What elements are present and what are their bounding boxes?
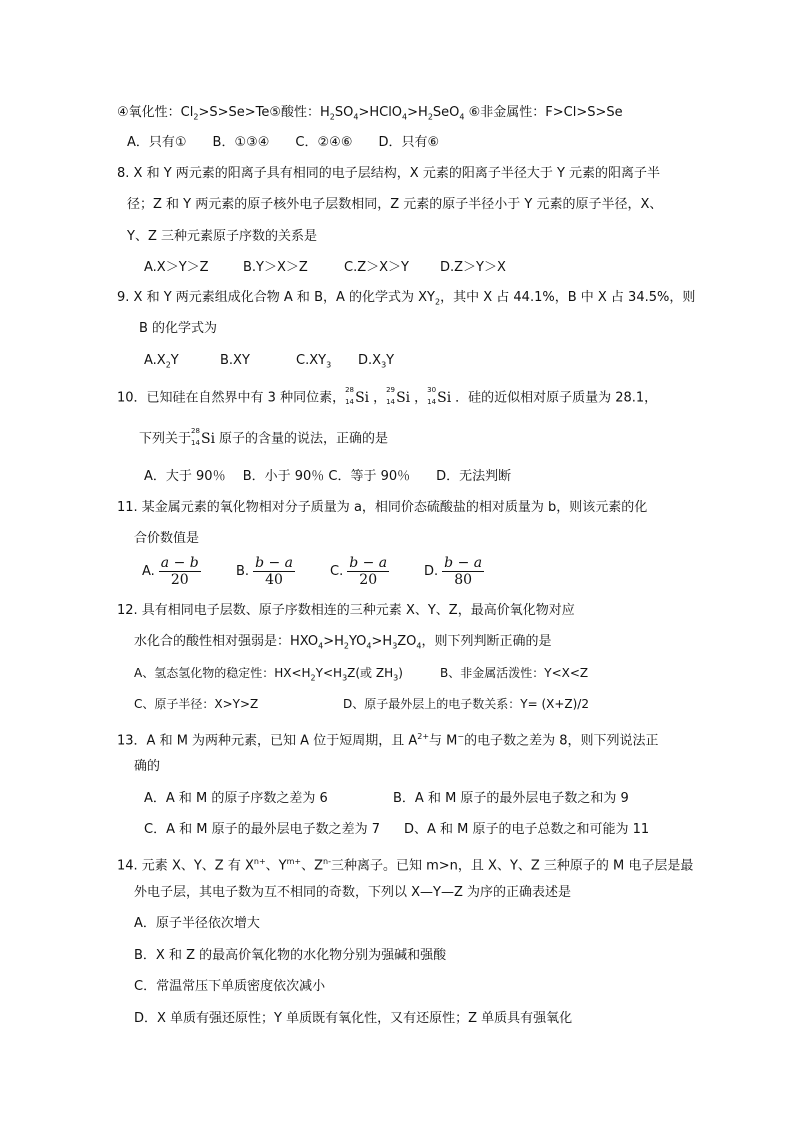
q13-option-a: A．A 和 M 的原子序数之差为 6 (144, 791, 328, 806)
q7-line1 (117, 104, 623, 127)
text: Y (170, 353, 179, 368)
isotope-si30 (427, 386, 455, 407)
text: 原子的含量的说法，正确的是 (219, 431, 389, 447)
text: D.X (358, 353, 382, 368)
q9-option-b: B.XY (220, 353, 250, 368)
sub: 3 (326, 360, 332, 370)
q8-line3: Y、Z 三种元素原子序数的关系是 (127, 229, 317, 244)
text: Y (386, 353, 395, 368)
isotope-si29 (386, 386, 414, 407)
mass-number: 29 (386, 386, 396, 394)
q8-line2: 径；Z 和 Y 两元素的原子核外电子层数相同，Z 元素的原子半径小于 Y 元素的原子半径，X、 (127, 197, 663, 212)
q9-option-a (144, 352, 179, 375)
sub: 4 (416, 641, 422, 651)
text: A.X (144, 353, 166, 368)
sub: 4 (402, 112, 408, 122)
denominator: 40 (265, 572, 283, 588)
sup: n+ (253, 857, 266, 866)
q8-line1: 8. X 和 Y 两元素的阳离子具有相同的电子层结构，X 元素的阳离子半径大于 Y 元素的阳离子半 (117, 166, 661, 181)
atomic-number: 14 (427, 398, 437, 406)
text: >H (323, 634, 344, 649)
text: 9. X 和 Y 两元素组成化合物 A 和 B，A 的化学式为 XY (117, 290, 435, 305)
sub: 2 (427, 112, 433, 122)
sub: 3 (392, 641, 398, 651)
sub: 3 (393, 673, 399, 683)
fraction (253, 555, 295, 588)
text: ZO (397, 634, 417, 649)
text: 13．A 和 M 为两种元素，已知 A 位于短周期，且 A (117, 733, 418, 749)
q14-option-a: A．原子半径依次增大 (134, 916, 260, 931)
q9-line1 (117, 289, 695, 312)
text: YO (348, 634, 367, 649)
q11-option-a (142, 555, 205, 589)
q8-option-c: C.Z＞X＞Y (344, 260, 409, 275)
text: SeO (432, 105, 460, 120)
sub: 2 (343, 641, 349, 651)
fraction (347, 555, 389, 588)
numerator: b − a (255, 555, 294, 571)
atomic-number: 14 (191, 439, 200, 447)
text: ，其中 X 占 44.1%，B 中 X 占 34.5%，则 (440, 290, 696, 305)
sub: 2 (193, 112, 199, 122)
q13-line2: 确的 (134, 759, 161, 774)
q11-option-b (236, 555, 299, 589)
atomic-number: 14 (386, 398, 396, 406)
q10-options: A．大于 90％ B．小于 90％ C．等于 90％ D．无法判断 (144, 469, 512, 484)
mass-number: 28 (191, 427, 200, 435)
sup: − (457, 732, 465, 741)
text: ⑥非金属性：F>Cl>S>Se (464, 105, 623, 120)
text: 下列关于 (139, 431, 192, 447)
label: D. (424, 564, 439, 579)
sub: 2 (165, 360, 171, 370)
sub: 2 (310, 673, 316, 683)
label: A. (142, 564, 155, 579)
q8-option-b: B.Y＞X＞Z (243, 260, 308, 275)
q13-option-b: B．A 和 M 原子的最外层电子数之和为 9 (393, 791, 629, 806)
text: >H (371, 634, 393, 649)
q9-option-c (296, 352, 331, 375)
fraction (442, 555, 484, 588)
text: ， (373, 390, 387, 406)
q14-option-d: D．X 单质有强还原性；Y 单质既有氧化性，又有还原性；Z 单质具有强氧化 (134, 1011, 573, 1026)
text: ) (398, 666, 403, 680)
q10-line1 (117, 386, 658, 408)
denominator: 20 (170, 572, 189, 588)
text: >H (407, 105, 428, 120)
sub: 4 (318, 641, 324, 651)
text: Z(或 ZH (347, 666, 394, 680)
q11-line1: 11. 某金属元素的氧化物相对分子质量为 a，相同价态硫酸盐的相对质量为 b，则该元素的化 (117, 500, 648, 515)
text: ，则下列判断正确的是 (421, 634, 552, 649)
q13-option-d: D、A 和 M 原子的电子总数之和可能为 11 (404, 822, 650, 837)
q12-option-a (134, 664, 403, 687)
sub: 4 (459, 112, 465, 122)
mass-number: 28 (345, 386, 354, 394)
label: B. (236, 564, 250, 579)
numerator: a − b (160, 555, 199, 571)
sub: 2 (435, 297, 441, 307)
text: 10．已知硅在自然界中有 3 种同位素， (117, 390, 346, 406)
text: ．硅的近似相对原子质量为 28.1， (455, 390, 658, 406)
q8-option-d: D.Z＞Y＞X (440, 260, 506, 275)
sub: 4 (366, 641, 372, 651)
denominator: 20 (359, 572, 378, 588)
mass-number: 30 (427, 386, 437, 394)
sub: 3 (342, 673, 348, 683)
isotope-si28 (191, 427, 219, 448)
sub: 2 (329, 112, 335, 122)
q11-option-c (330, 555, 393, 589)
text: ④氧化性：Cl (117, 105, 194, 120)
isotope-si28 (345, 386, 373, 407)
text: 三种离子。已知 m>n，且 X、Y、Z 三种原子的 M 电子层是最 (330, 858, 694, 874)
text: A、氢态氢化物的稳定性：HX<H (134, 666, 311, 680)
q12-line1: 12. 具有相同电子层数、原子序数相连的三种元素 X、Y、Z，最高价氧化物对应 (117, 603, 575, 618)
fraction (159, 555, 201, 588)
q11-option-d (424, 555, 488, 589)
sub: 3 (381, 360, 387, 370)
text: >S>Se>Te⑤酸性：H (198, 105, 330, 120)
text: 与 M (429, 733, 458, 749)
q8-option-a: A.X＞Y＞Z (144, 260, 209, 275)
q14-line1 (117, 853, 693, 875)
q12-option-b: B、非金属活泼性：Y<X<Z (440, 666, 589, 680)
text: 、Y (265, 858, 287, 874)
q11-line2: 合价数值是 (134, 531, 200, 546)
q13-option-c: C．A 和 M 原子的最外层电子数之差为 7 (144, 822, 380, 837)
q9-line2: B 的化学式为 (139, 321, 218, 336)
q13-line1 (117, 728, 659, 750)
q14-option-b: B．X 和 Z 的最高价氧化物的水化物分别为强碱和强酸 (134, 948, 447, 963)
q14-option-c: C．常温常压下单质密度依次减小 (134, 979, 326, 994)
atomic-number: 14 (345, 398, 354, 406)
q10-line2 (139, 427, 389, 449)
numerator: b − a (444, 555, 483, 571)
sup: m+ (286, 857, 302, 866)
text: C.XY (296, 353, 327, 368)
symbol: Si (201, 431, 216, 447)
text: Y<H (315, 666, 343, 680)
text: ， (414, 390, 428, 406)
symbol: Si (437, 390, 452, 406)
symbol: Si (396, 390, 411, 406)
numerator: b − a (349, 555, 388, 571)
text: 的电子数之差为 8，则下列说法正 (464, 733, 659, 749)
text: 水化合的酸性相对强弱是：HXO (134, 634, 319, 649)
q9-option-d (358, 352, 394, 375)
symbol: Si (355, 390, 370, 406)
label: C. (330, 564, 344, 579)
text: SO (334, 105, 354, 120)
q7-options: A．只有① B．①③④ C．②④⑥ D．只有⑥ (127, 135, 440, 150)
sup: n- (323, 857, 331, 866)
text: 14. 元素 X、Y、Z 有 X (117, 858, 254, 874)
text: 、Z (301, 858, 324, 874)
q12-option-d: D、原子最外层上的电子数关系：Y= (X+Z)/2 (343, 697, 589, 711)
sub: 4 (353, 112, 359, 122)
q14-line2: 外电子层，其电子数为互不相同的奇数，下列以 X—Y—Z 为序的正确表述是 (134, 885, 572, 900)
sup: 2+ (417, 732, 430, 741)
q12-line2 (134, 633, 552, 656)
q12-option-c: C、原子半径：X>Y>Z (134, 697, 259, 711)
denominator: 80 (454, 572, 473, 588)
text: >HClO (358, 105, 403, 120)
